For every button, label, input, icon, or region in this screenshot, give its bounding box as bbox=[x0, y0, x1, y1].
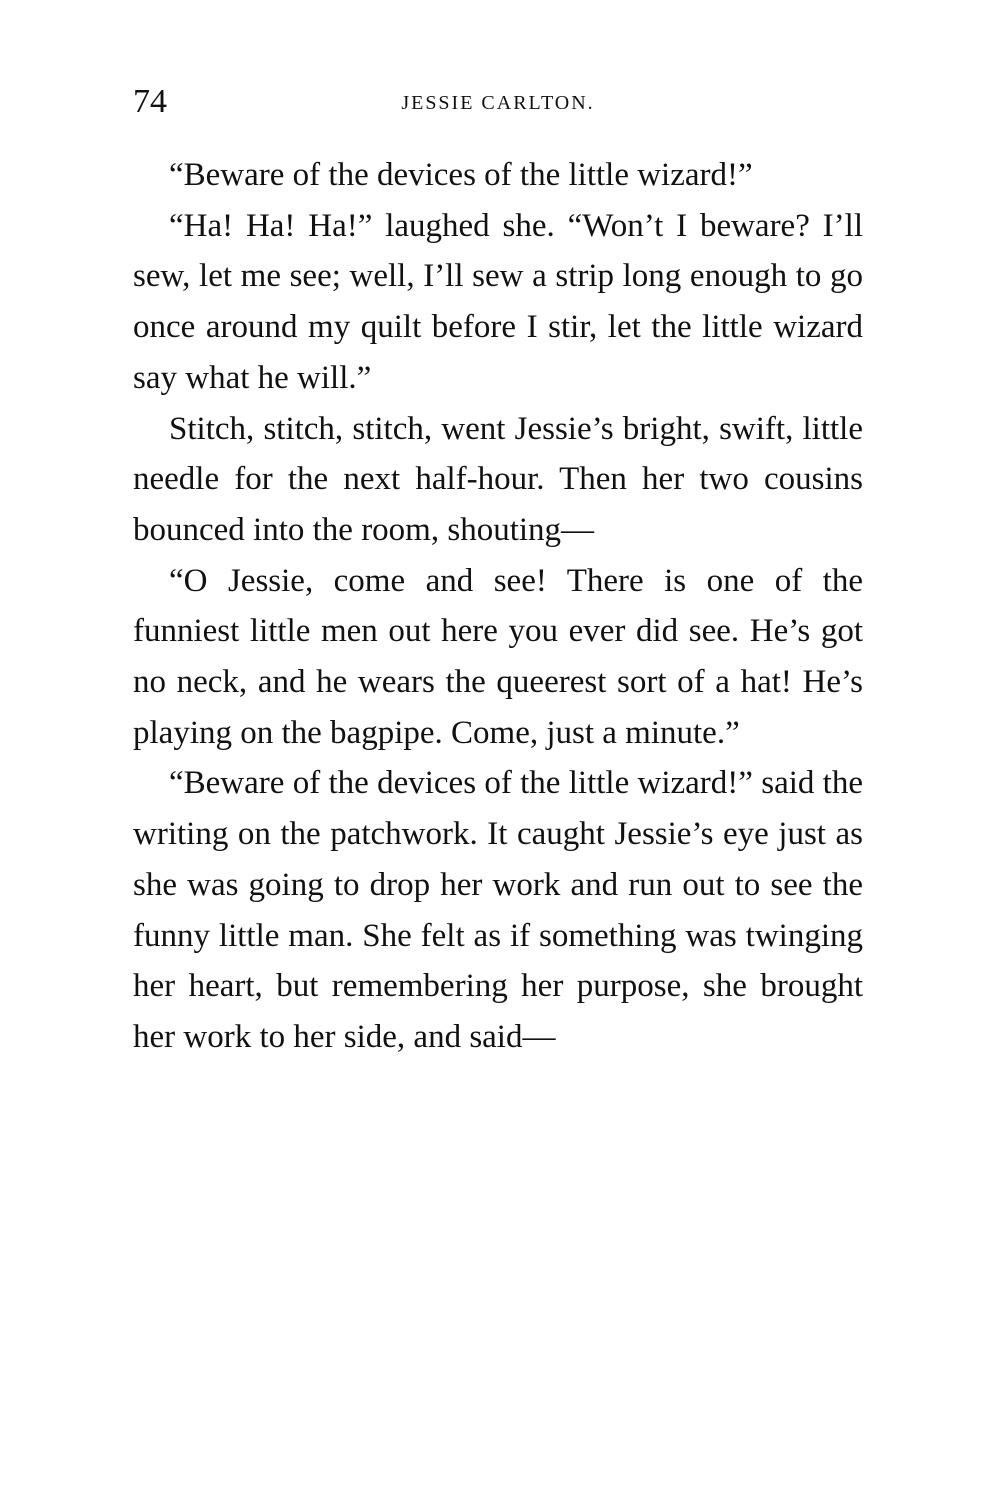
paragraph: “Beware of the devices of the little wizard!” bbox=[169, 157, 753, 193]
running-title: JESSIE CARLTON. bbox=[401, 92, 595, 114]
page-number: 74 bbox=[133, 83, 167, 120]
paragraph: Stitch, stitch, stitch, went Jessie’s bright, swift, little needle for the next half-hour. Then her two cousins bounced into the room, shouting— bbox=[133, 410, 863, 548]
body-text bbox=[133, 150, 863, 1063]
paragraph: “Beware of the devices of the little wizard!” said the writing on the patchwork. It caught Jessie’s eye just as she was going to drop her work and run out to see the funny little man. She felt as if something was twinging her heart, but remembering her purpose, she brought her work to her side, and said— bbox=[133, 765, 863, 1055]
paragraph: “Ha! Ha! Ha!” laughed she. “Won’t I beware? I’ll sew, let me see; well, I’ll sew a strip long enough to go once around my quilt before I stir, let the little wizard say what he will.” bbox=[133, 207, 863, 396]
page-header bbox=[133, 80, 863, 130]
paragraph: “O Jessie, come and see! There is one of the funniest little men out here you ever did see. He’s got no neck, and he wears the queerest sort of a hat! He’s playing on the bagpipe. Come, just a minute.” bbox=[133, 562, 863, 751]
